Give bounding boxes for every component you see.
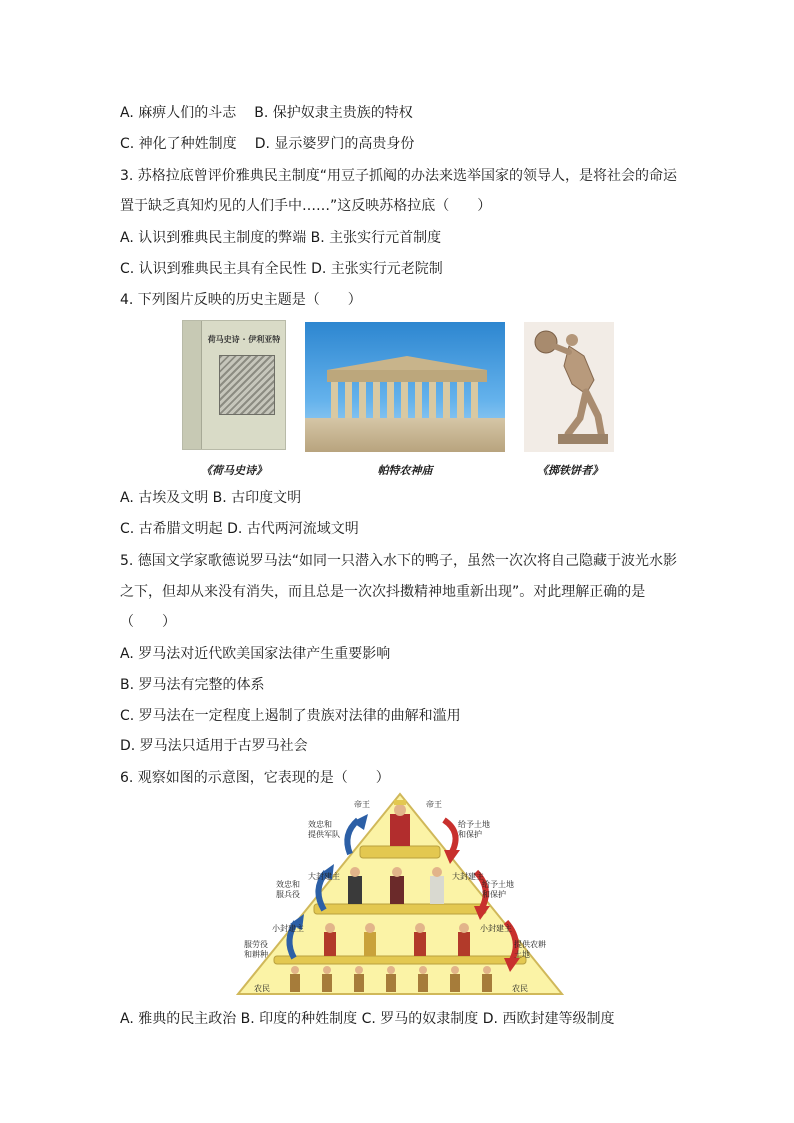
q5-stem-line-1: 5. 德国文学家歌德说罗马法“如同一只潜入水下的鸭子，虽然一次次将自己隐藏于波光水影 <box>120 553 678 569</box>
q5-option-c: C. 罗马法在一定程度上遏制了贵族对法律的曲解和滥用 <box>120 708 461 724</box>
q6-stem: 6. 观察如图的示意图，它表现的是（ ） <box>120 770 390 786</box>
label-arrow-left-1: 效忠和 提供军队 <box>308 820 340 839</box>
discobolus-image <box>524 322 614 452</box>
label-arrow-right-3: 提供农耕 土地 <box>514 940 546 959</box>
q2-option-b: B. 保护奴隶主贵族的特权 <box>254 105 413 121</box>
q4-option-c-d: C. 古希腊文明起 D. 古代两河流域文明 <box>120 521 359 537</box>
label-arrow-right-2: 给予土地 和保护 <box>482 880 514 899</box>
temple-ground <box>305 418 505 452</box>
label-great-lord-left: 大封建主 <box>308 872 340 881</box>
q3-stem-line-1: 3. 苏格拉底曾评价雅典民主制度“用豆子抓阄的办法来选举国家的领导人，是将社会的命运 <box>120 168 678 184</box>
discobolus-statue-drawing <box>524 322 614 452</box>
feudal-hierarchy-diagram <box>230 790 570 1000</box>
q5-stem-line-3: （ ） <box>120 614 176 630</box>
q5-option-b: B. 罗马法有完整的体系 <box>120 677 265 693</box>
label-small-lord-right: 小封建主 <box>480 924 512 933</box>
q4-stem: 4. 下列图片反映的历史主题是（ ） <box>120 292 362 308</box>
label-small-lord-left: 小封建主 <box>272 924 304 933</box>
temple-pediment <box>327 356 487 370</box>
q3-option-c-d: C. 认识到雅典民主具有全民性 D. 主张实行元老院制 <box>120 261 443 277</box>
tier-1-platform <box>360 846 440 858</box>
book-spine <box>183 321 202 449</box>
parthenon-image <box>305 322 505 452</box>
label-emperor-left: 帝王 <box>354 800 370 809</box>
q2-option-c: C. 神化了种姓制度 <box>120 136 237 152</box>
q2-option-d: D. 显示婆罗门的高贵身份 <box>254 136 415 152</box>
q4-option-a-b: A. 古埃及文明 B. 古印度文明 <box>120 490 302 506</box>
tier-3-platform <box>274 956 526 964</box>
q2-option-c-d <box>120 134 414 154</box>
label-peasant-left: 农民 <box>254 984 270 993</box>
arrow-right-1 <box>444 820 456 852</box>
q6-options: A. 雅典的民主政治 B. 印度的种姓制度 C. 罗马的奴隶制度 D. 西欧封建等级制度 <box>120 1011 615 1027</box>
book-title: 荷马史诗 · 伊利亚特 <box>207 335 281 344</box>
q2-option-a-b <box>120 103 413 123</box>
q5-option-a: A. 罗马法对近代欧美国家法律产生重要影响 <box>120 646 391 662</box>
label-emperor-right: 帝王 <box>426 800 442 809</box>
q3-stem-line-2: 置于缺乏真知灼见的人们手中……”这反映苏格拉底（ ） <box>120 198 492 214</box>
label-great-lord-right: 大封建主 <box>452 872 484 881</box>
label-arrow-right-1: 给予土地 和保护 <box>458 820 490 839</box>
q5-option-d: D. 罗马法只适用于古罗马社会 <box>120 738 308 754</box>
q5-stem-line-2: 之下，但却从来没有消失，而且总是一次次抖擞精神地重新出现”。对此理解正确的是 <box>120 584 646 600</box>
q3-option-a-b: A. 认识到雅典民主制度的弊端 B. 主张实行元首制度 <box>120 230 442 246</box>
book-cover-illustration <box>219 355 275 415</box>
q2-option-a: A. 麻痹人们的斗志 <box>120 105 237 121</box>
homer-epic-book-image <box>182 320 286 450</box>
caption-homer-epic: 《荷马史诗》 <box>201 464 267 477</box>
caption-discobolus: 《掷铁饼者》 <box>537 464 603 477</box>
temple-entablature <box>327 370 487 382</box>
label-arrow-left-3: 服劳役 和耕种 <box>244 940 268 959</box>
caption-parthenon: 帕特农神庙 <box>377 464 433 477</box>
label-peasant-right: 农民 <box>512 984 528 993</box>
label-arrow-left-2: 效忠和 服兵役 <box>276 880 300 899</box>
tier-2-platform <box>314 904 486 914</box>
